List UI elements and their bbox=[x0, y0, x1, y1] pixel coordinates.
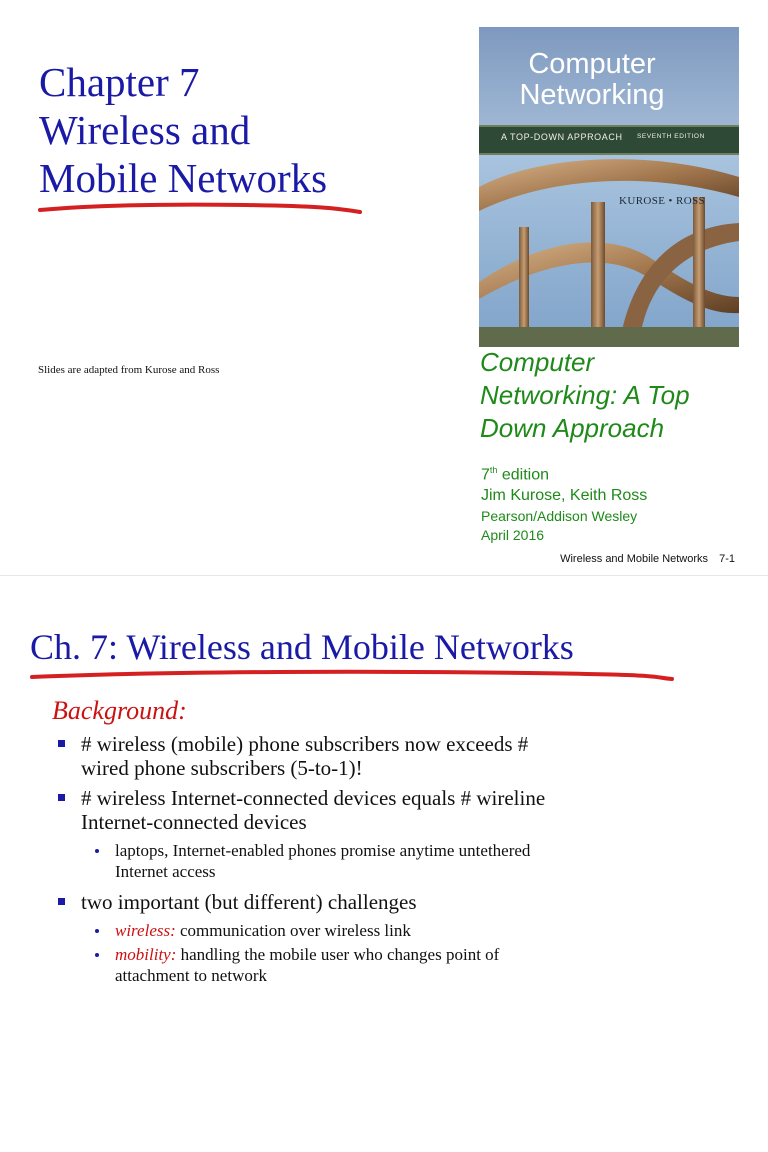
cover-subtitle: A TOP-DOWN APPROACH bbox=[501, 132, 623, 142]
sub-bullet-text-line bbox=[115, 920, 748, 941]
sub-bullet-text-line: laptops, Internet-enabled phones promise anytime untethered bbox=[115, 841, 531, 860]
edition-word: edition bbox=[497, 466, 550, 484]
book-cover-image bbox=[479, 27, 739, 347]
bullet-list bbox=[58, 732, 748, 994]
footer-page-number: 7-1 bbox=[719, 553, 735, 565]
sub-bullet-item bbox=[81, 944, 748, 986]
chapter-title-line-1: Chapter 7 bbox=[39, 59, 200, 105]
book-publisher: Pearson/Addison Wesley bbox=[481, 508, 638, 525]
book-date: April 2016 bbox=[481, 527, 545, 544]
bullet-item bbox=[58, 890, 748, 986]
book-title-line-1: Computer bbox=[480, 347, 595, 377]
sub-bullet-list bbox=[81, 920, 748, 986]
cover-title-line-1: Computer bbox=[528, 48, 656, 80]
edition-number: 7 bbox=[481, 466, 490, 484]
cover-title bbox=[479, 49, 705, 111]
slide-footer bbox=[560, 553, 735, 565]
title-underline-decoration bbox=[28, 665, 678, 687]
sub-bullet-text-line: attachment to network bbox=[115, 966, 268, 985]
term-wireless: wireless: bbox=[115, 921, 176, 940]
cover-title-line-2: Networking bbox=[519, 79, 665, 111]
book-authors: Jim Kurose, Keith Ross bbox=[481, 487, 648, 505]
book-title-line-3: Down Approach bbox=[480, 413, 665, 443]
sub-bullet-list bbox=[81, 840, 748, 882]
bullet-text-line: Internet-connected devices bbox=[81, 810, 307, 834]
slide-background bbox=[0, 576, 768, 1152]
cover-edition: SEVENTH EDITION bbox=[637, 133, 705, 140]
footer-label: Wireless and Mobile Networks bbox=[560, 553, 709, 565]
slides-credit-note: Slides are adapted from Kurose and Ross bbox=[38, 364, 220, 376]
slide-title: Ch. 7: Wireless and Mobile Networks bbox=[30, 627, 574, 667]
bullet-text-line: wired phone subscribers (5-to-1)! bbox=[81, 756, 363, 780]
cover-authors: KUROSE • ROSS bbox=[619, 195, 706, 207]
bullet-item bbox=[58, 786, 748, 882]
bullet-item bbox=[58, 732, 748, 780]
book-edition bbox=[481, 460, 647, 485]
title-underline-decoration bbox=[36, 196, 366, 220]
chapter-title bbox=[39, 58, 327, 202]
term-wireless-description: communication over wireless link bbox=[175, 921, 411, 940]
chapter-title-line-3: Mobile Networks bbox=[39, 155, 328, 201]
sub-bullet-item bbox=[81, 920, 748, 941]
sub-bullet-item bbox=[81, 840, 748, 882]
bullet-text-line: # wireless Internet-connected devices equals # wireline bbox=[81, 786, 546, 810]
term-mobility-description: handling the mobile user who changes point of bbox=[176, 945, 500, 964]
book-details bbox=[481, 460, 647, 545]
term-mobility: mobility: bbox=[115, 945, 177, 964]
section-heading: Background: bbox=[52, 696, 187, 725]
book-title-line-2: Networking: A Top bbox=[480, 380, 690, 410]
chapter-title-line-2: Wireless and bbox=[39, 107, 251, 153]
book-title bbox=[480, 346, 690, 445]
bullet-text-line: # wireless (mobile) phone subscribers now exceeds # bbox=[81, 732, 529, 756]
sub-bullet-text-line: Internet access bbox=[115, 862, 216, 881]
edition-suffix: th bbox=[489, 465, 498, 475]
sub-bullet-text-line bbox=[115, 944, 748, 965]
bullet-text-line: two important (but different) challenges bbox=[81, 890, 417, 914]
